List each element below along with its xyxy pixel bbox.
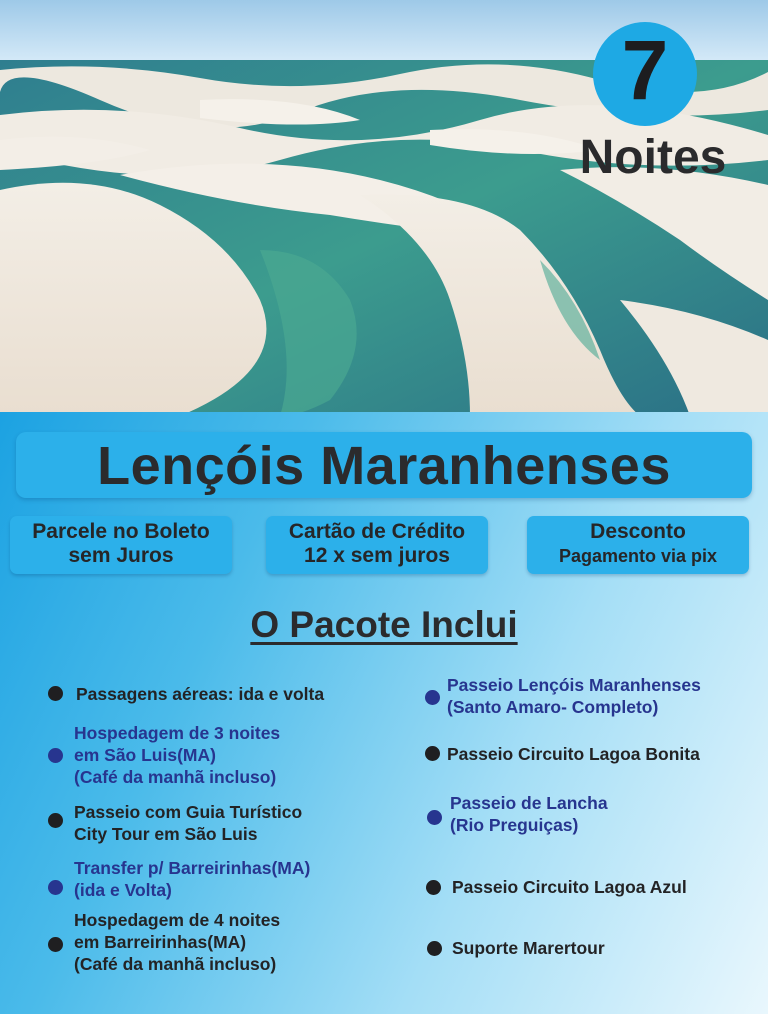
nights-count: 7 (621, 23, 669, 117)
item-line: Passeio Circuito Lagoa Bonita (447, 744, 700, 764)
included-item (76, 683, 324, 705)
bullet-icon (48, 686, 63, 701)
payment-option-line: Parcele no Boleto (32, 520, 210, 543)
item-line: (Rio Preguiças) (450, 815, 579, 835)
nights-label: Noites (579, 131, 727, 184)
nights-badge (593, 22, 697, 126)
bullet-icon (427, 810, 442, 825)
bullet-icon (48, 880, 63, 895)
item-line: (Café da manhã incluso) (74, 767, 277, 787)
item-line: (Café da manhã incluso) (74, 954, 277, 974)
payment-option-pix (527, 516, 749, 574)
bullet-icon (48, 937, 63, 952)
payment-option-line: Pagamento via pix (558, 546, 718, 566)
bullet-icon (427, 941, 442, 956)
section-title-text: O Pacote Inclui (250, 604, 518, 645)
item-line: (Santo Amaro- Completo) (447, 697, 659, 717)
item-line: Passagens aéreas: ida e volta (76, 684, 325, 704)
item-line: Passeio de Lancha (450, 793, 608, 813)
destination-title: Lençóis Maranhenses (97, 436, 671, 496)
included-item (452, 876, 687, 898)
item-line: Passeio Circuito Lagoa Azul (452, 877, 687, 897)
included-item (452, 937, 605, 959)
payment-option-line: sem Juros (68, 544, 174, 567)
item-line: Transfer p/ Barreirinhas(MA) (74, 858, 311, 878)
section-title (0, 604, 768, 646)
item-line: (ida e Volta) (74, 880, 172, 900)
item-line: City Tour em São Luis (74, 824, 258, 844)
payment-option-line: 12 x sem juros (304, 544, 450, 567)
item-line: Suporte Marertour (452, 938, 605, 958)
item-line: Passeio Lençóis Maranhenses (447, 675, 701, 695)
item-line: em São Luis(MA) (74, 745, 216, 765)
payment-option-boleto (10, 516, 232, 574)
bullet-icon (48, 748, 63, 763)
destination-title-box (16, 432, 752, 498)
bullet-icon (425, 690, 440, 705)
payment-option-line: Cartão de Crédito (288, 520, 466, 543)
bullet-icon (425, 746, 440, 761)
bullet-icon (48, 813, 63, 828)
bullet-icon (426, 880, 441, 895)
item-line: Hospedagem de 4 noites (74, 910, 281, 930)
payment-option-credit-card (266, 516, 488, 574)
included-item (74, 909, 280, 975)
item-line: em Barreirinhas(MA) (74, 932, 247, 952)
item-line: Passeio com Guia Turístico (74, 802, 303, 822)
included-item (447, 743, 700, 765)
included-item (74, 801, 302, 845)
item-line: Hospedagem de 3 noites (74, 723, 281, 743)
payment-option-line: Desconto (590, 520, 686, 543)
included-item (450, 792, 608, 836)
included-item (74, 857, 310, 901)
included-item (74, 722, 280, 788)
included-item (447, 674, 701, 718)
